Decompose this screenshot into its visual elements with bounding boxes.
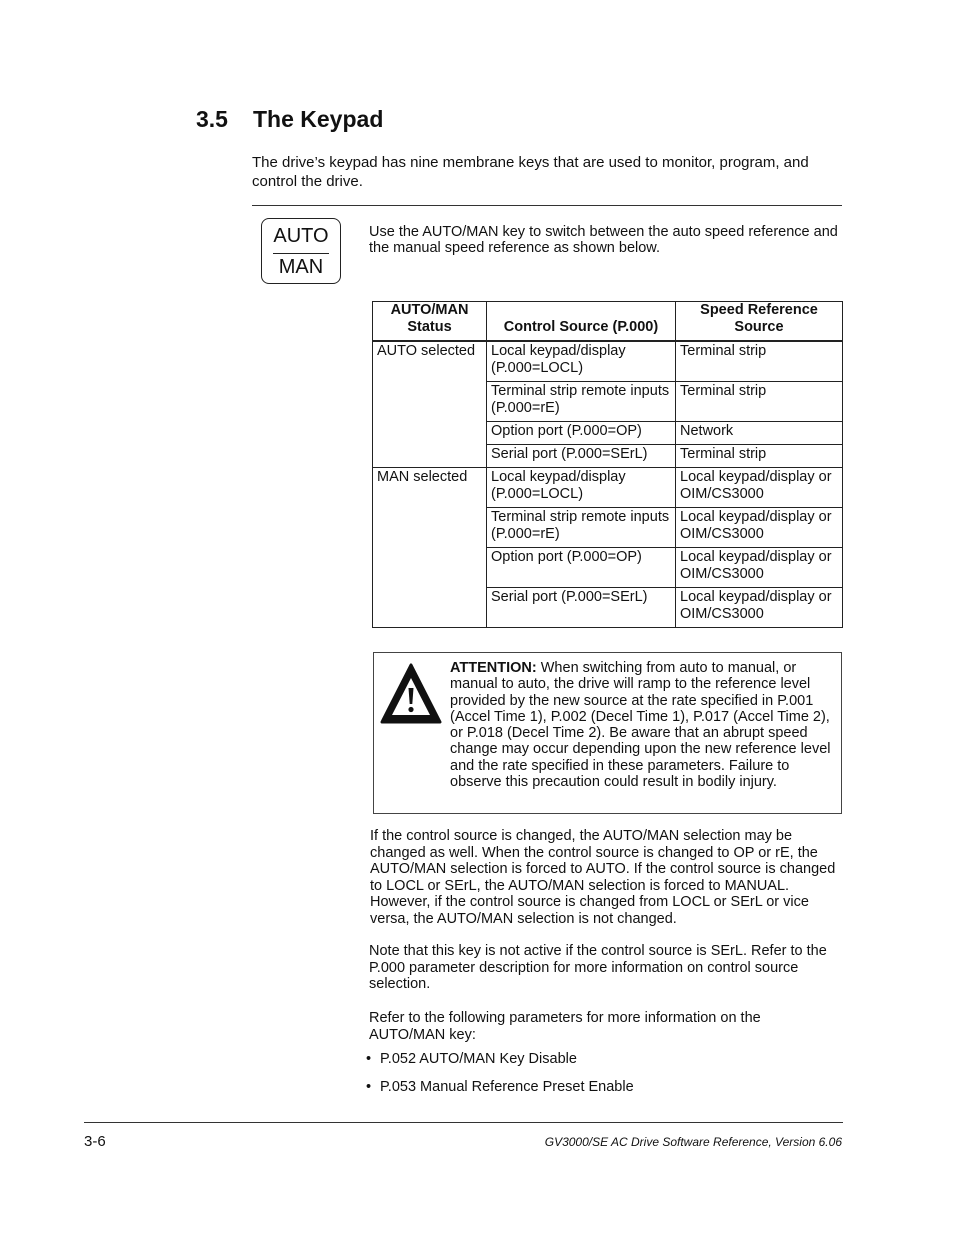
speed-cell: Local keypad/display or OIM/CS3000 <box>676 508 843 548</box>
page-number: 3-6 <box>84 1133 106 1150</box>
control-cell: Local keypad/display (P.000=LOCL) <box>487 468 676 508</box>
attention-body: When switching from auto to manual, or manual to auto, the drive will ramp to the reference level provided by the new source at the rate specified in P.001 (Accel Time 1), P.002 (Decel Time 1), P.017 (Accel Time 2), or P.018 (Decel Time 2). Be aware that an abrupt speed change may occur depending upon the new reference level and the rate specified in these parameters. Failure to observe this precaution could result in bodily injury. <box>450 660 831 791</box>
auto-man-key-icon <box>261 218 341 284</box>
attention-label: ATTENTION: <box>450 660 537 676</box>
control-cell: Serial port (P.000=SErL) <box>487 445 676 468</box>
key-top-label: AUTO <box>273 225 329 247</box>
header-control-source: Control Source (P.000) <box>487 302 676 342</box>
table-row <box>373 468 843 508</box>
paragraph-control-source: If the control source is changed, the AUTO/MAN selection may be changed as well. When the control source is changed to OP or rE, the AUTO/MAN selection is forced to AUTO. If the control source is changed to LOCL or SErL, the AUTO/MAN selection is forced to MANUAL. However, if the control source is changed from LOCL or SErL or vice versa, the AUTO/MAN selection is not changed. <box>370 828 836 927</box>
speed-cell: Network <box>676 422 843 445</box>
control-cell: Option port (P.000=OP) <box>487 422 676 445</box>
list-item <box>366 1079 634 1096</box>
table-row <box>373 341 843 382</box>
speed-cell: Local keypad/display or OIM/CS3000 <box>676 548 843 588</box>
section-divider <box>252 205 842 206</box>
auto-man-reference-table <box>372 301 843 628</box>
speed-cell: Terminal strip <box>676 341 843 382</box>
paragraph-note: Note that this key is not active if the control source is SErL. Refer to the P.000 parameter description for more information on control source selection. <box>369 943 827 992</box>
bullet-icon: • <box>366 1051 372 1067</box>
paragraph-refer: Refer to the following parameters for more information on the AUTO/MAN key: <box>369 1010 761 1043</box>
speed-cell: Terminal strip <box>676 382 843 422</box>
control-cell: Local keypad/display (P.000=LOCL) <box>487 341 676 382</box>
speed-cell: Local keypad/display or OIM/CS3000 <box>676 468 843 508</box>
key-bottom-label: MAN <box>278 256 324 278</box>
bullet-text: P.053 Manual Reference Preset Enable <box>380 1079 634 1095</box>
bullet-icon: • <box>366 1079 372 1095</box>
attention-box <box>373 652 842 814</box>
control-cell: Terminal strip remote inputs (P.000=rE) <box>487 382 676 422</box>
status-cell-auto: AUTO selected <box>373 341 487 468</box>
attention-text <box>450 660 836 790</box>
section-number: 3.5 <box>196 106 228 132</box>
header-status: AUTO/MAN Status <box>373 302 487 342</box>
section-heading <box>196 104 383 134</box>
list-item <box>366 1051 577 1068</box>
speed-cell: Local keypad/display or OIM/CS3000 <box>676 588 843 628</box>
control-cell: Serial port (P.000=SErL) <box>487 588 676 628</box>
bullet-text: P.052 AUTO/MAN Key Disable <box>380 1051 577 1067</box>
control-cell: Terminal strip remote inputs (P.000=rE) <box>487 508 676 548</box>
key-description: Use the AUTO/MAN key to switch between the auto speed reference and the manual speed reference as shown below. <box>369 224 838 256</box>
header-speed-source: Speed Reference Source <box>676 302 843 342</box>
control-cell: Option port (P.000=OP) <box>487 548 676 588</box>
footer-doc-title: GV3000/SE AC Drive Software Reference, Version 6.06 <box>544 1135 842 1149</box>
table-header-row <box>373 302 843 342</box>
intro-paragraph: The drive’s keypad has nine membrane keys that are used to monitor, program, and control the drive. <box>252 154 809 190</box>
warning-triangle-icon <box>379 661 443 727</box>
section-title: The Keypad <box>253 106 384 132</box>
footer-divider <box>84 1122 843 1123</box>
speed-cell: Terminal strip <box>676 445 843 468</box>
status-cell-man: MAN selected <box>373 468 487 628</box>
